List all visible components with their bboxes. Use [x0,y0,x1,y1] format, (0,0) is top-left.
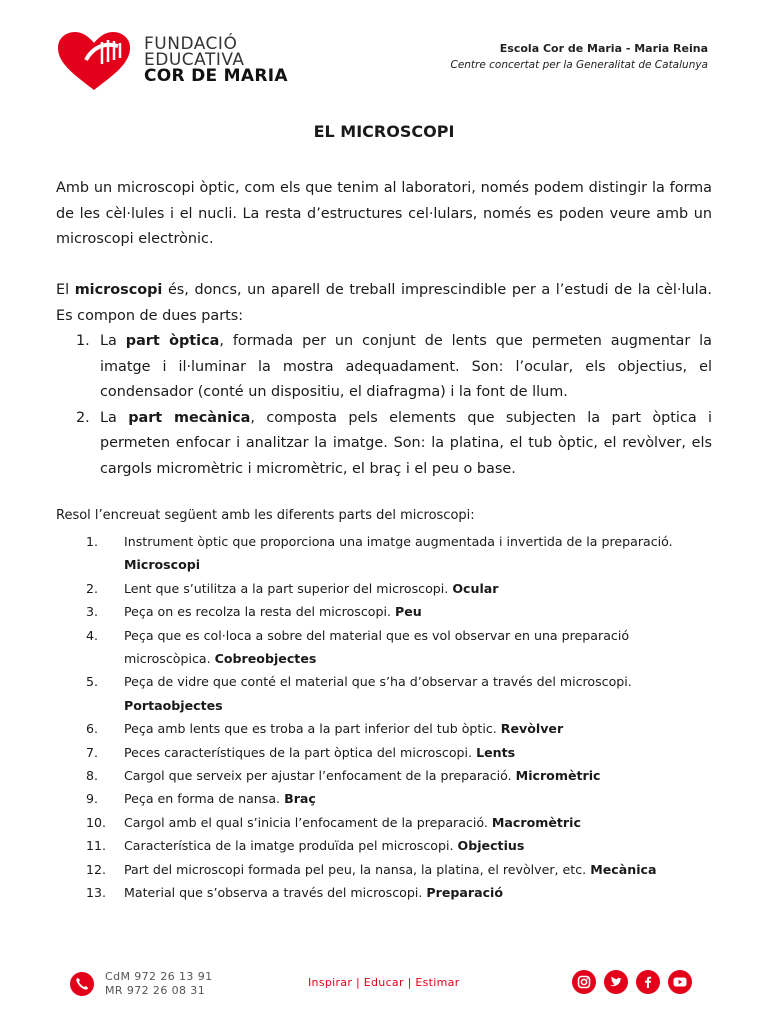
exercise-item [56,787,712,810]
exercise-question: Peça que es col·loca a sobre del material que es vol observar en una preparació microscòpica. [124,627,630,667]
exercise-item [56,741,712,764]
exercise-list [56,530,712,905]
exercise-question: Peça amb lents que es troba a la part inferior del tub òptic. [124,721,497,737]
exercise-answer: Mecànica [590,861,657,877]
parts-list-item [56,329,712,406]
exercise-instructions: Resol l’encreuat següent amb les diferents parts del microscopi: [56,508,475,523]
p2-bold: microscopi [74,282,163,298]
exercise-answer: Cobreobjectes [214,651,317,667]
foundation-logo-text [144,36,288,84]
p2-post: és, doncs, un aparell de treball imprescindible per a l’estudi de la cèl·lula. Es compon de dues parts: [56,282,712,324]
p2-pre: El [56,282,75,298]
facebook-icon[interactable] [636,970,660,994]
exercise-answer: Revòlver [500,721,564,737]
exercise-number: 4. [86,627,99,643]
logo-line-2: EDUCATIVA [144,50,245,70]
exercise-question: Lent que s’utilitza a la part superior del microscopi. [124,580,449,596]
exercise-item [56,811,712,834]
exercise-item [56,670,712,717]
exercise-number: 11. [86,838,107,854]
exercise-item [56,717,712,740]
exercise-question: Cargol amb el qual s’inicia l’enfocament de la preparació. [124,814,488,830]
exercise-question: Peça en forma de nansa. [124,791,281,807]
item-post: , formada per un conjunt de lents que permeten augmentar la imatge i il·luminar la mostra adequadament. Son: l’ocular, els objectius, el condensador (conté un dispositiu, el diafragma) i la font de llum. [100,333,712,400]
youtube-icon[interactable] [668,970,692,994]
exercise-number: 6. [86,721,99,737]
parts-list [56,329,712,482]
exercise-answer: Microscopi [124,557,201,573]
exercise-answer: Preparació [426,885,504,901]
parts-list-item [56,406,712,483]
instagram-icon[interactable] [572,970,596,994]
exercise-question: Instrument òptic que proporciona una imatge augmentada i invertida de la preparació. [124,534,673,549]
exercise-number: 10. [86,814,107,830]
exercise-answer: Ocular [452,580,499,596]
exercise-item [56,624,712,671]
item-number: 1. [76,333,90,349]
page-footer [0,960,768,1010]
exercise-number: 13. [86,885,107,901]
school-name: Escola Cor de Maria - Maria Reina [499,42,708,55]
exercise-number: 9. [86,791,99,807]
exercise-item [56,764,712,787]
exercise-question: Peces característiques de la part òptica del microscopi. [124,744,473,760]
exercise-item [56,858,712,881]
exercise-question: Cargol que serveix per ajustar l’enfocament de la preparació. [124,768,512,784]
exercise-answer: Micromètric [515,768,601,784]
exercise-item [56,881,712,904]
item-post: , composta pels elements que subjecten la part òptica i permeten enfocar i analitzar la imatge. Son: la platina, el tub òptic, el revòlver, els cargols micromètric i micromètric, el braç i el peu o base. [100,409,713,477]
exercise-number: 3. [86,604,99,620]
item-pre: La [100,409,129,426]
phone-icon [70,972,94,996]
footer-motto: Inspirar | Educar | Estimar [308,976,460,989]
exercise-answer: Portaobjectes [124,697,223,713]
phone-cdm: CdM 972 26 13 91 [105,970,213,983]
exercise-answer: Objectius [457,838,525,854]
exercise-item [56,834,712,857]
phone-numbers [105,970,213,998]
school-subtitle: Centre concertat per la Generalitat de Catalunya [450,59,708,71]
intro-paragraph: Amb un microscopi òptic, com els que tenim al laboratori, només podem distingir la forma de les cèl·lules i el nucli. La resta d’estructures cel·lulars, només es poden veure amb un microscopi electrònic. [56,180,712,247]
exercise-question: Material que s’observa a través del microscopi. [124,885,423,901]
item-bold: part mecànica [128,409,251,426]
exercise-number: 7. [86,744,99,760]
exercise-question: Part del microscopi formada pel peu, la nansa, la platina, el revòlver, etc. [124,861,587,877]
phone-mr: MR 972 26 08 31 [105,984,206,997]
item-pre: La [100,333,126,349]
logo-line-1: FUNDACIÓ [144,34,238,54]
exercise-item [56,600,712,623]
page-header [0,0,768,100]
twitter-icon[interactable] [604,970,628,994]
item-bold: part òptica [125,333,220,349]
exercise-answer: Macromètric [491,814,581,830]
exercise-number: 8. [86,768,99,784]
exercise-item [56,530,712,577]
exercise-question: Peça on es recolza la resta del microscopi. [124,604,391,620]
exercise-item [56,577,712,600]
exercise-number: 5. [86,674,99,690]
school-info [450,42,708,71]
exercise-answer: Braç [284,791,316,807]
page-title: EL MICROSCOPI [313,122,455,141]
exercise-answer: Lents [476,744,516,760]
exercise-number: 1. [86,534,99,549]
exercise-question: Característica de la imatge produïda pel microscopi. [124,838,454,854]
exercise-number: 12. [86,861,107,877]
exercise-number: 2. [86,580,99,596]
item-number: 2. [76,409,90,426]
exercise-question: Peça de vidre que conté el material que s’ha d’observar a través del microscopi. [124,674,632,690]
heart-logo-icon [56,30,132,92]
logo-line-3: COR DE MARIA [144,66,288,86]
exercise-answer: Peu [394,604,422,620]
microscope-paragraph [56,278,712,329]
